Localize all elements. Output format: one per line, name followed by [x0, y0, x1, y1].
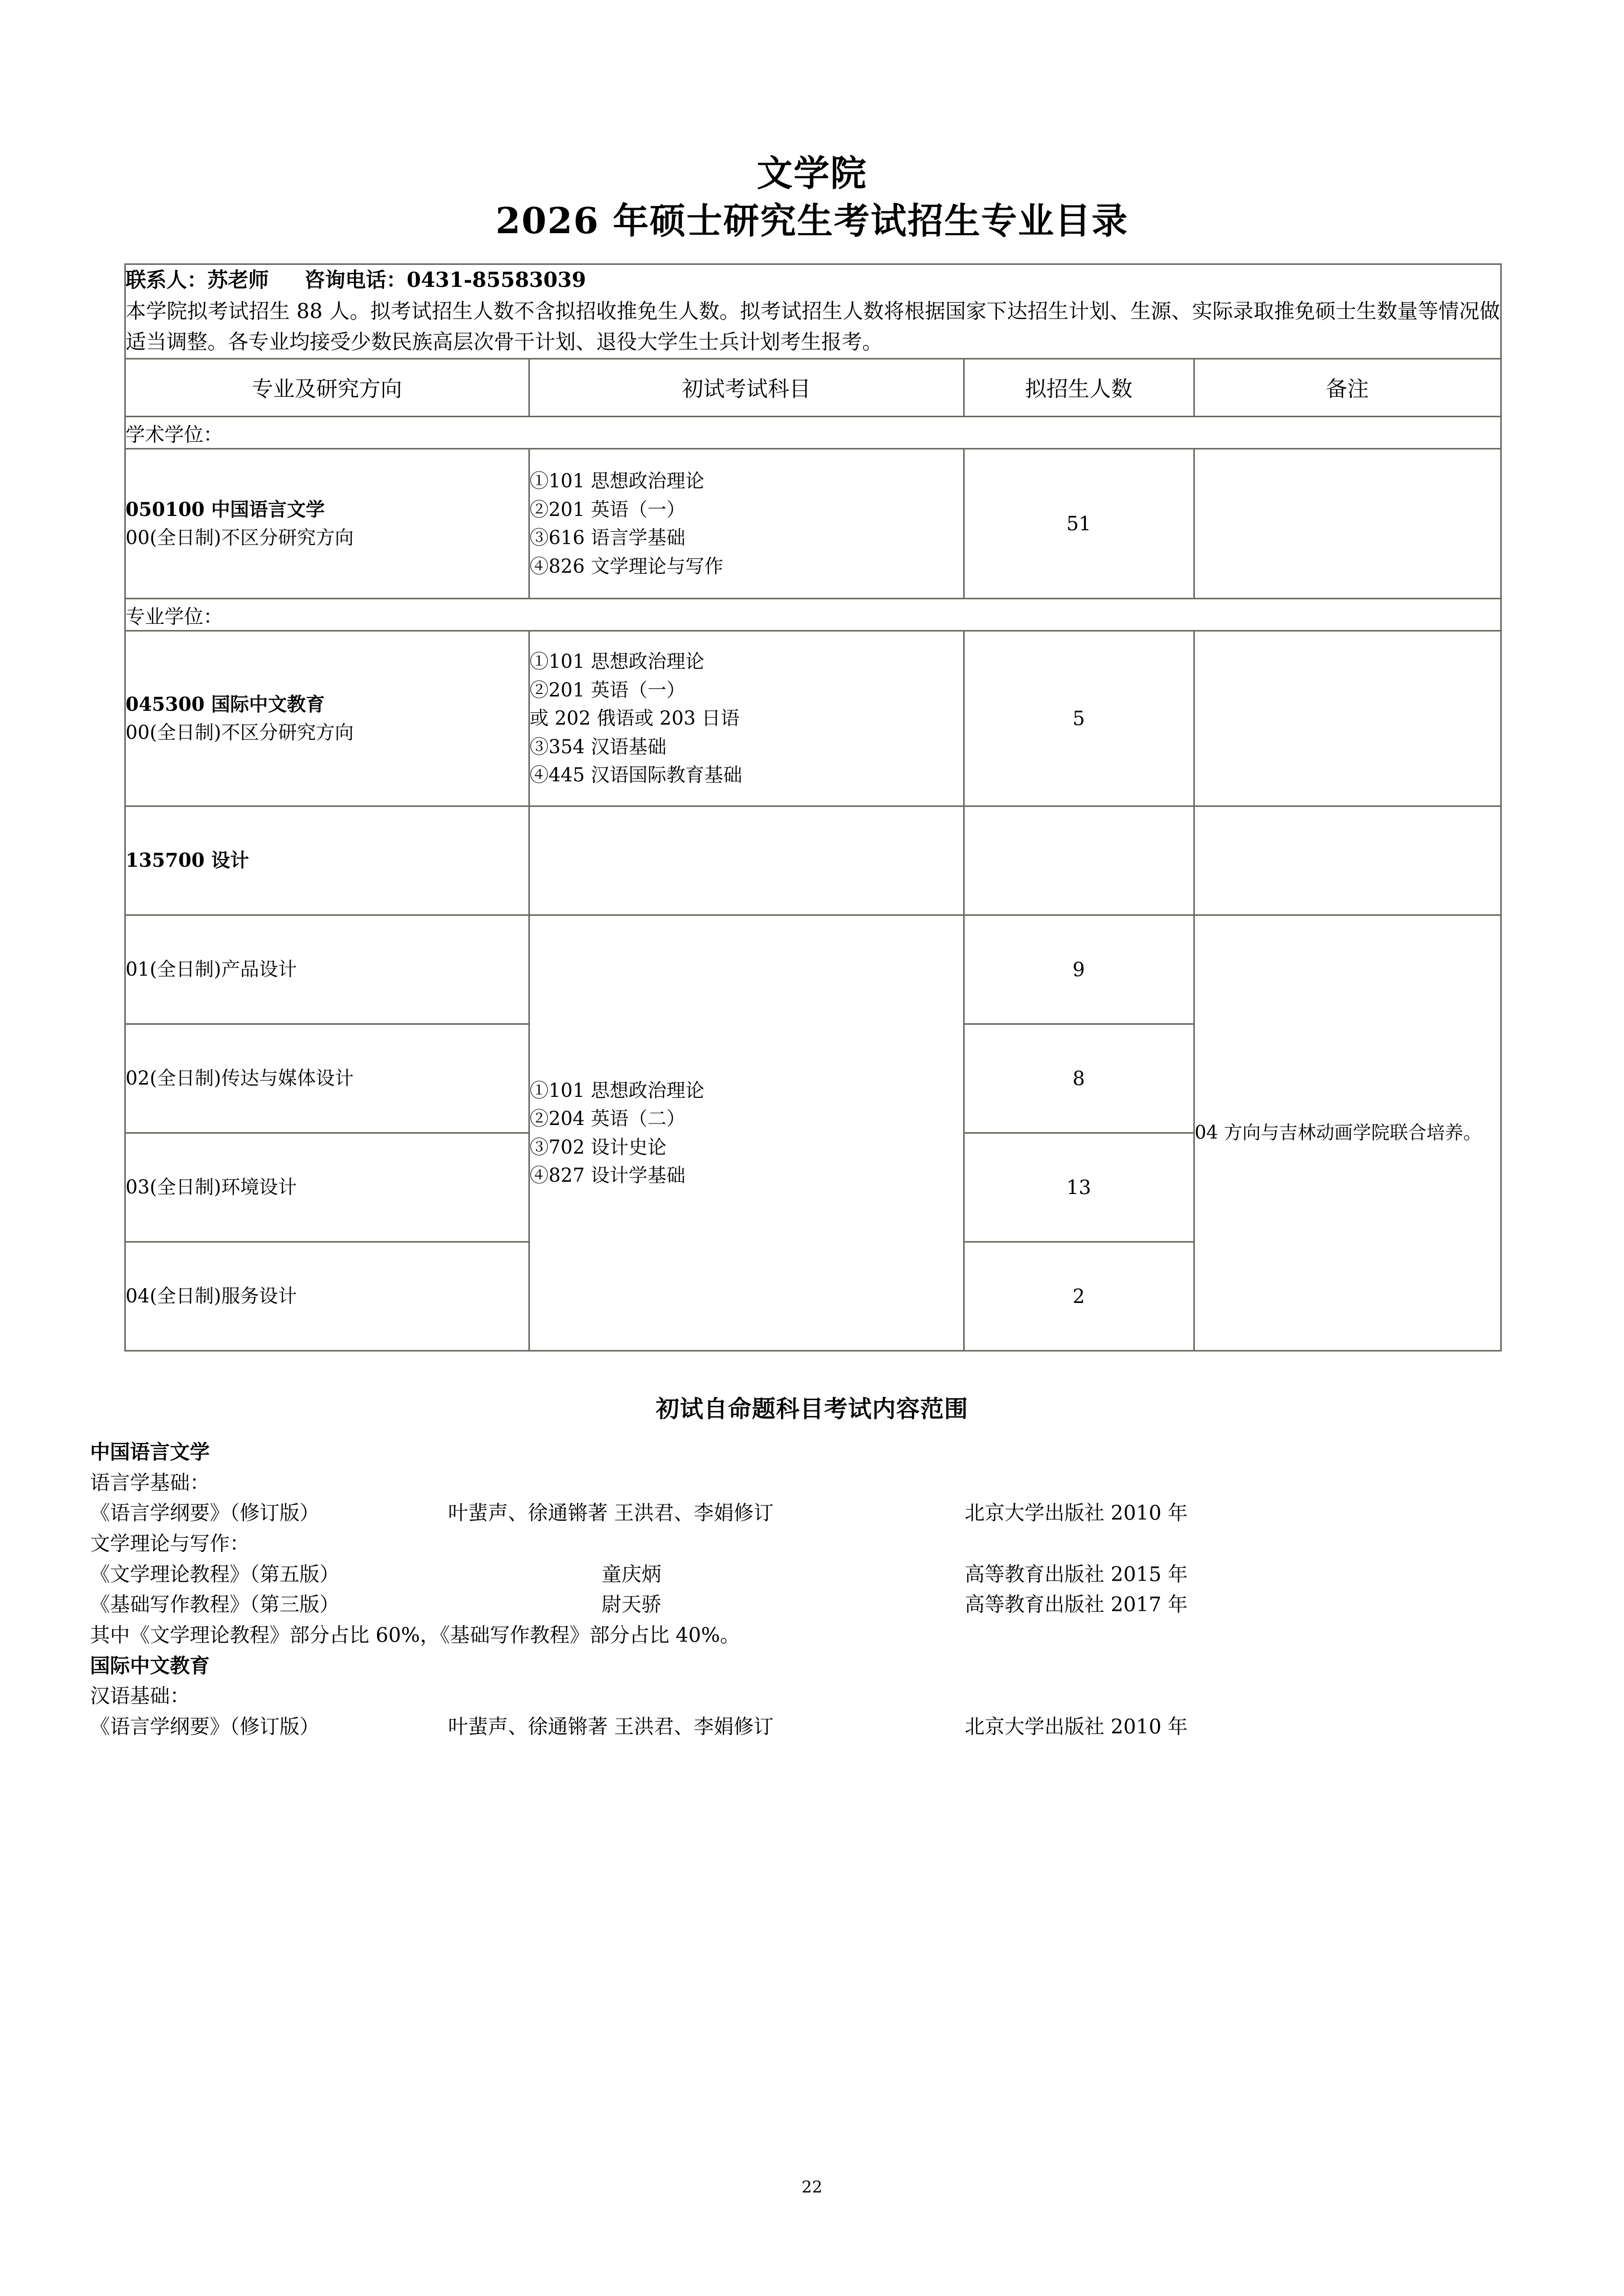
book-author: 叶蜚声、徐通锵著 王洪君、李娟修订 [448, 1502, 774, 1525]
notice-row [125, 264, 1501, 358]
scope-subsection-label: 文学理论与写作： [90, 1533, 250, 1556]
research-direction: 04(全日制)服务设计 [125, 1285, 297, 1308]
quota-cell: 8 [964, 1024, 1194, 1133]
header-quota: 拟招生人数 [964, 359, 1194, 417]
table-header-row [125, 359, 1501, 417]
table-row [125, 631, 1501, 806]
table-row-design-major [125, 806, 1501, 915]
quota-cell: 9 [964, 915, 1194, 1024]
header-subjects: 初试考试科目 [529, 359, 964, 417]
exam-scope-body [0, 1437, 1624, 1743]
book-title: 《文学理论教程》（第五版） [90, 1563, 340, 1586]
scope-group-name: 国际中文教育 [90, 1654, 210, 1678]
subject-item: ③354 汉语基础 [529, 735, 666, 758]
direction-cell [125, 631, 529, 806]
scope-subsection-label: 汉语基础： [90, 1685, 190, 1708]
direction-cell [125, 1024, 529, 1133]
header-remark: 备注 [1194, 359, 1501, 417]
quota-cell: 5 [964, 631, 1194, 806]
exam-scope-heading: 初试自命题科目考试内容范围 [656, 1395, 968, 1423]
section-label-professional: 专业学位： [125, 599, 1501, 631]
subjects-cell-empty [529, 806, 964, 915]
subjects-cell [529, 915, 964, 1351]
research-direction: 03(全日制)环境设计 [125, 1176, 297, 1199]
book-title: 《语言学纲要》（修订版） [90, 1502, 320, 1525]
table-row [125, 449, 1501, 599]
quota-cell: 2 [964, 1242, 1194, 1351]
remark-cell [1194, 631, 1501, 806]
book-title: 《语言学纲要》（修订版） [90, 1716, 320, 1739]
subjects-cell [529, 449, 964, 599]
contact-line [126, 265, 1500, 296]
subject-item: ②201 英语（一） [529, 498, 685, 521]
book-author: 尉天骄 [602, 1593, 662, 1617]
book-entry [90, 1560, 1538, 1590]
page-number: 22 [802, 2177, 822, 2197]
subject-item: ④827 设计学基础 [529, 1164, 685, 1187]
major-name: 045300 国际中文教育 [125, 692, 325, 715]
research-direction: 00(全日制)不区分研究方向 [125, 527, 354, 549]
book-publisher: 高等教育出版社 2015 年 [965, 1563, 1188, 1586]
major-name: 135700 设计 [125, 849, 249, 872]
direction-cell [125, 1242, 529, 1351]
subject-item: ②201 英语（一） [529, 679, 685, 701]
section-header-row-professional [125, 599, 1501, 631]
book-entry [90, 1498, 1538, 1529]
notice-cell [125, 264, 1501, 358]
scope-subsection-label: 语言学基础： [90, 1471, 210, 1495]
subject-item: ①101 思想政治理论 [529, 1079, 704, 1101]
research-direction: 02(全日制)传达与媒体设计 [125, 1067, 354, 1090]
book-title: 《基础写作教程》（第三版） [90, 1593, 340, 1617]
contact-person: 联系人：苏老师 [125, 267, 269, 292]
book-author: 叶蜚声、徐通锵著 王洪君、李娟修订 [448, 1716, 774, 1739]
table-row [125, 915, 1501, 1024]
college-title: 文学院 [757, 152, 867, 194]
direction-cell [125, 806, 529, 915]
direction-cell [125, 1133, 529, 1242]
quota-cell-empty [964, 806, 1194, 915]
book-publisher: 北京大学出版社 2010 年 [965, 1716, 1188, 1739]
catalog-table-wrapper [124, 263, 1500, 1352]
subject-item: ②204 英语（二） [529, 1108, 685, 1130]
book-publisher: 北京大学出版社 2010 年 [965, 1502, 1188, 1525]
contact-phone: 咨询电话：0431-85583039 [304, 267, 586, 292]
catalog-title: 2026 年硕士研究生考试招生专业目录 [495, 199, 1129, 242]
scope-subsection-note: 其中《文学理论教程》部分占比 60%，《基础写作教程》部分占比 40%。 [90, 1624, 740, 1648]
book-entry [90, 1590, 1538, 1620]
subject-item: ①101 思想政治理论 [529, 650, 704, 673]
book-author: 童庆炳 [602, 1563, 662, 1586]
quota-cell: 51 [964, 449, 1194, 599]
direction-cell [125, 915, 529, 1024]
remark-cell: 04 方向与吉林动画学院联合培养。 [1194, 915, 1501, 1351]
remark-cell [1194, 449, 1501, 599]
scope-group-name: 中国语言文学 [90, 1440, 210, 1465]
notice-body: 本学院拟考试招生 88 人。拟考试招生人数不含拟招收推免生人数。拟考试招生人数将根据国家下达招生计划、生源、实际录取推免硕士生数量等情况做适当调整。各专业均接受少数民族高层次骨干计划、退役大学生士兵计划考生报考。 [125, 299, 1500, 354]
research-direction: 01(全日制)产品设计 [125, 958, 297, 981]
subject-item: ①101 思想政治理论 [529, 470, 704, 492]
quota-cell: 13 [964, 1133, 1194, 1242]
book-entry [90, 1712, 1538, 1743]
admissions-catalog-table [124, 263, 1502, 1352]
header-direction: 专业及研究方向 [125, 359, 529, 417]
subject-item: 或 202 俄语或 203 日语 [529, 707, 740, 730]
subject-item: ④826 文学理论与写作 [529, 555, 723, 577]
page-title-block [0, 0, 1624, 243]
subject-item: ③702 设计史论 [529, 1136, 666, 1158]
subject-item: ③616 语言学基础 [529, 527, 685, 549]
major-name: 050100 中国语言文学 [125, 498, 325, 521]
research-direction: 00(全日制)不区分研究方向 [125, 722, 354, 744]
book-publisher: 高等教育出版社 2017 年 [965, 1593, 1188, 1617]
remark-cell-empty [1194, 806, 1501, 915]
section-header-row-academic [125, 417, 1501, 449]
subjects-cell [529, 631, 964, 806]
direction-cell [125, 449, 529, 599]
subject-item: ④445 汉语国际教育基础 [529, 764, 742, 786]
section-label-academic: 学术学位： [125, 417, 1501, 449]
